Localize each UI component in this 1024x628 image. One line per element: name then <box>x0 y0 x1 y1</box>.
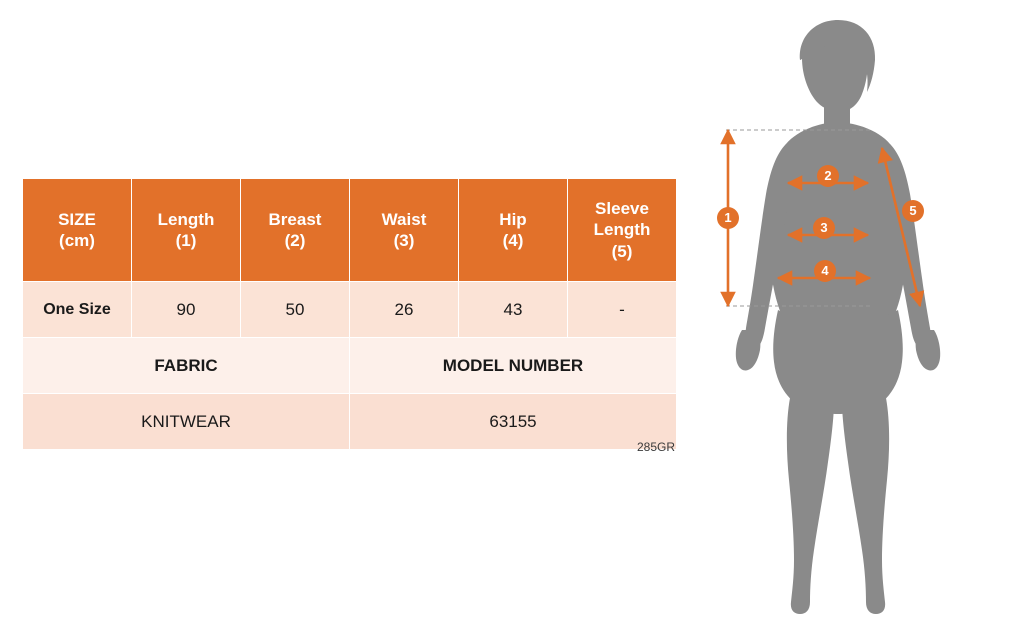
value-fabric: KNITWEAR <box>23 394 350 450</box>
column-header-breast <box>241 179 350 282</box>
column-header-waist-line1: Waist <box>381 209 427 229</box>
cell-length-value: 90 <box>132 282 241 338</box>
cell-size-label: One Size <box>23 282 132 338</box>
column-header-waist-line2: (3) <box>393 231 415 250</box>
column-header-size-line2: (cm) <box>59 231 95 250</box>
fabric-weight-note: 285GR <box>636 440 675 454</box>
cell-breast-value: 50 <box>241 282 350 338</box>
column-header-breast-line2: (2) <box>284 231 306 250</box>
column-header-sleeve-length <box>568 179 677 282</box>
column-header-sleeve-line3: (5) <box>611 241 633 261</box>
column-header-hip-line1: Hip <box>499 209 527 229</box>
measure-badge-1: 1 <box>717 207 739 229</box>
column-header-hip-line2: (4) <box>502 231 524 250</box>
column-header-sleeve-line1: Sleeve <box>595 199 649 219</box>
female-body-silhouette <box>736 20 940 614</box>
table-subheader-row <box>23 338 677 394</box>
measure-badge-3: 3 <box>813 217 835 239</box>
value-model-number: 63155 <box>350 394 677 450</box>
column-header-length <box>132 179 241 282</box>
size-chart-table <box>22 178 677 450</box>
column-header-waist <box>350 179 459 282</box>
column-header-sleeve-line2: Length <box>593 220 651 240</box>
table-row <box>23 282 677 338</box>
subheader-model-number: MODEL NUMBER <box>350 338 677 394</box>
measurement-figure <box>690 10 1010 620</box>
table-header-row <box>23 179 677 282</box>
cell-hip-value: 43 <box>459 282 568 338</box>
column-header-breast-line1: Breast <box>268 209 322 229</box>
measure-badge-4: 4 <box>814 260 836 282</box>
column-header-size <box>23 179 132 282</box>
measure-badge-2: 2 <box>817 165 839 187</box>
column-header-length-line2: (1) <box>175 231 197 250</box>
size-chart-table-container <box>22 178 677 450</box>
subheader-fabric: FABRIC <box>23 338 350 394</box>
measure-badge-5: 5 <box>902 200 924 222</box>
cell-sleeve-length-value: - <box>568 282 677 338</box>
column-header-length-line1: Length <box>157 209 215 229</box>
column-header-size-line1: SIZE <box>58 209 96 229</box>
column-header-hip <box>459 179 568 282</box>
cell-waist-value: 26 <box>350 282 459 338</box>
